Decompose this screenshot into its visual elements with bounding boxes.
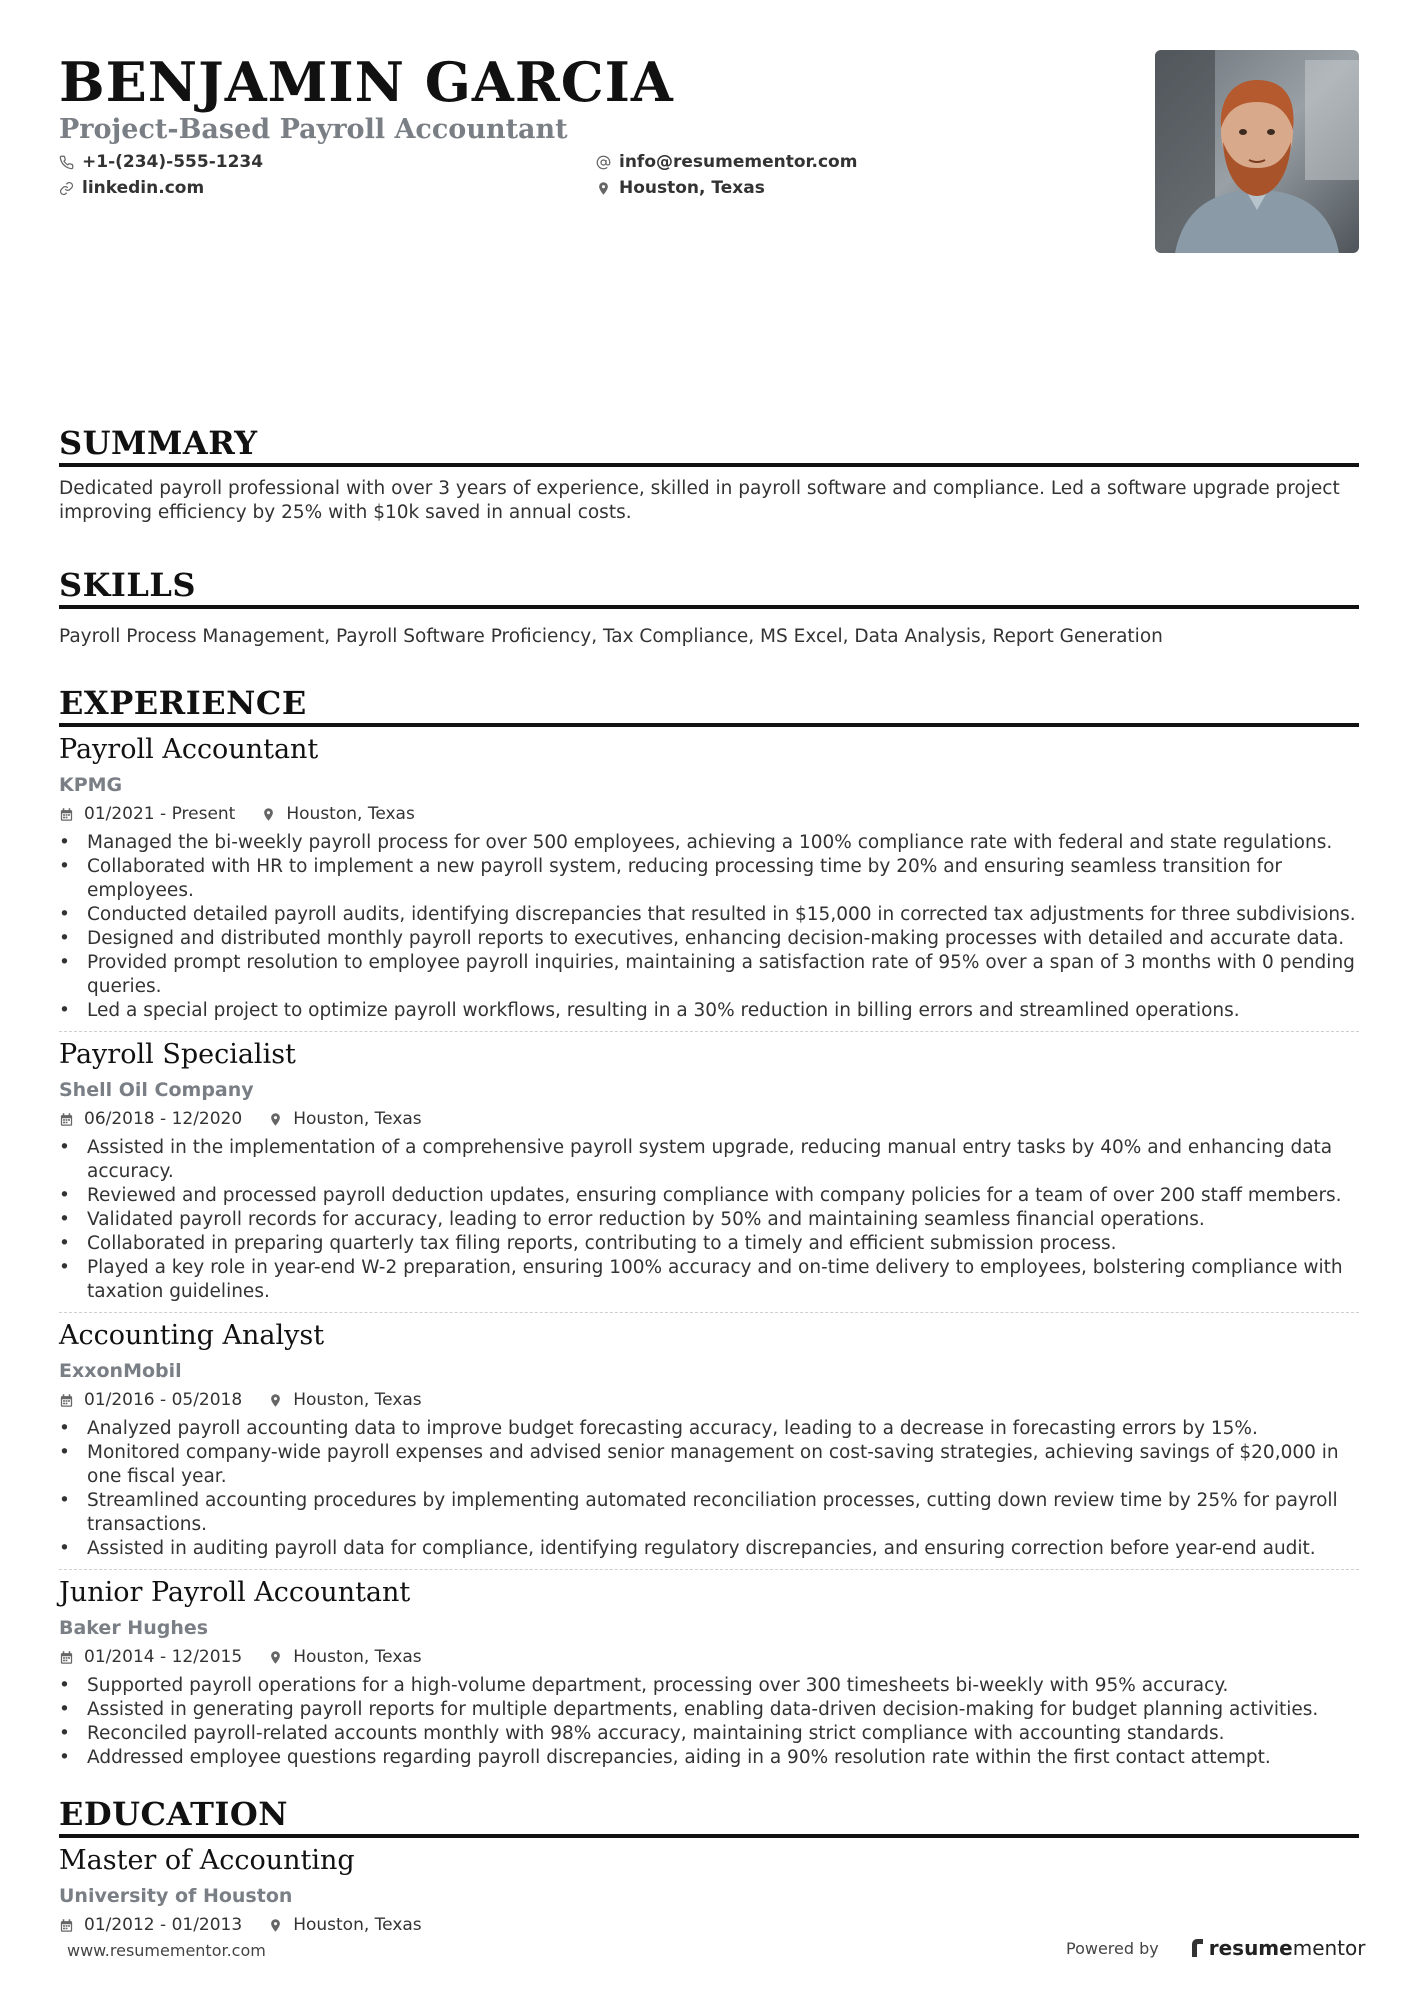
bullet-item: • Addressed employee questions regarding payroll discrepancies, aiding in a 90% resolution rate within the first contact attempt. bbox=[59, 1746, 1359, 1770]
bullet-item: • Played a key role in year-end W-2 preparation, ensuring 100% accuracy and on-time delivery to employees, bolstering compliance with taxation guidelines. bbox=[59, 1256, 1359, 1304]
brand-name-bold: resume bbox=[1208, 1936, 1293, 1960]
job-bullets bbox=[59, 1417, 1359, 1561]
bullet-item: • Provided prompt resolution to employee payroll inquiries, maintaining a satisfaction rate of 95% over a span of 3 months with 0 pending queries. bbox=[59, 951, 1359, 999]
job-meta bbox=[59, 1108, 1359, 1130]
experience-section bbox=[59, 683, 1359, 1770]
education-meta bbox=[59, 1914, 1359, 1936]
at-icon bbox=[596, 155, 611, 170]
job-company: Shell Oil Company bbox=[59, 1079, 254, 1101]
job-divider bbox=[59, 1031, 1359, 1032]
skills-heading: SKILLS bbox=[59, 565, 1359, 609]
education-heading: EDUCATION bbox=[59, 1794, 1359, 1838]
job-company: KPMG bbox=[59, 774, 123, 796]
job-dates: 01/2014 - 12/2015 bbox=[84, 1647, 243, 1667]
phone-text: +1-(234)-555-1234 bbox=[82, 152, 264, 172]
job-location: Houston, Texas bbox=[293, 1109, 422, 1129]
education-entry bbox=[59, 1844, 1359, 1936]
bullet-item: • Assisted in the implementation of a comprehensive payroll system upgrade, reducing manual entry tasks by 40% and enhancing data accuracy. bbox=[59, 1136, 1359, 1184]
calendar-icon bbox=[59, 1650, 74, 1665]
bullet-item: • Monitored company-wide payroll expenses and advised senior management on cost-saving strategies, achieving savings of $20,000 in one fiscal year. bbox=[59, 1441, 1359, 1489]
job-meta bbox=[59, 1646, 1359, 1668]
job-dates: 06/2018 - 12/2020 bbox=[84, 1109, 243, 1129]
job-bullets bbox=[59, 1136, 1359, 1304]
job-title: Accounting Analyst bbox=[59, 1320, 325, 1351]
linkedin-text: linkedin.com bbox=[82, 178, 205, 198]
map-pin-icon bbox=[261, 807, 276, 822]
calendar-icon bbox=[59, 1112, 74, 1127]
skills-text: Payroll Process Management, Payroll Software Proficiency, Tax Compliance, MS Excel, Data Analysis, Report Generation bbox=[59, 626, 1163, 647]
education-section bbox=[59, 1794, 1359, 1936]
job-entry bbox=[59, 733, 1359, 1023]
job-dates: 01/2016 - 05/2018 bbox=[84, 1390, 243, 1410]
resumementor-logo-icon bbox=[1189, 1938, 1205, 1958]
location-text: Houston, Texas bbox=[619, 178, 765, 198]
email-text: info@resumementor.com bbox=[619, 152, 858, 172]
bullet-item: • Collaborated with HR to implement a new payroll system, reducing processing time by 20% and ensuring seamless transition for employees. bbox=[59, 855, 1359, 903]
bullet-item: • Assisted in generating payroll reports for multiple departments, enabling data-driven decision-making for budget planning activities. bbox=[59, 1698, 1359, 1722]
powered-by-label: Powered by bbox=[1066, 1938, 1159, 1958]
footer-website[interactable]: www.resumementor.com bbox=[67, 1941, 266, 1960]
map-pin-icon bbox=[268, 1650, 283, 1665]
candidate-title: Project-Based Payroll Accountant bbox=[59, 114, 568, 145]
bullet-item: • Analyzed payroll accounting data to improve budget forecasting accuracy, leading to a decrease in forecasting errors by 15%. bbox=[59, 1417, 1359, 1441]
bullet-item: • Validated payroll records for accuracy, leading to error reduction by 50% and maintaining seamless financial operations. bbox=[59, 1208, 1359, 1232]
brand-name-light: mentor bbox=[1292, 1936, 1366, 1960]
job-location: Houston, Texas bbox=[293, 1390, 422, 1410]
contact-email[interactable] bbox=[596, 152, 996, 172]
education-location: Houston, Texas bbox=[293, 1915, 422, 1935]
job-entry bbox=[59, 1576, 1359, 1770]
job-company: ExxonMobil bbox=[59, 1360, 182, 1382]
map-pin-icon bbox=[268, 1112, 283, 1127]
summary-heading: SUMMARY bbox=[59, 423, 1359, 467]
job-company: Baker Hughes bbox=[59, 1617, 209, 1639]
bullet-item: • Supported payroll operations for a high-volume department, processing over 300 timesheets bi-weekly with 95% accuracy. bbox=[59, 1674, 1359, 1698]
bullet-item: • Led a special project to optimize payroll workflows, resulting in a 30% reduction in billing errors and streamlined operations. bbox=[59, 999, 1359, 1023]
job-bullets bbox=[59, 1674, 1359, 1770]
job-location: Houston, Texas bbox=[286, 804, 415, 824]
candidate-name: BENJAMIN GARCIA bbox=[59, 50, 674, 114]
education-dates: 01/2012 - 01/2013 bbox=[84, 1915, 243, 1935]
bullet-item: • Reviewed and processed payroll deduction updates, ensuring compliance with company policies for a team of over 200 staff members. bbox=[59, 1184, 1359, 1208]
bullet-item: • Assisted in auditing payroll data for compliance, identifying regulatory discrepancies, and ensuring correction before year-end audit. bbox=[59, 1537, 1359, 1561]
summary-text: Dedicated payroll professional with over 3 years of experience, skilled in payroll software and compliance. Led a software upgrade project improving efficiency by 25% with $10k saved in annual costs. bbox=[59, 478, 1340, 523]
map-pin-icon bbox=[268, 1918, 283, 1933]
bullet-item: • Streamlined accounting procedures by implementing automated reconciliation processes, cutting down review time by 25% for payroll transactions. bbox=[59, 1489, 1359, 1537]
job-entry bbox=[59, 1038, 1359, 1304]
calendar-icon bbox=[59, 1918, 74, 1933]
skills-section bbox=[59, 565, 1359, 649]
resume-page bbox=[59, 50, 1359, 1936]
job-divider bbox=[59, 1569, 1359, 1570]
job-title: Payroll Specialist bbox=[59, 1039, 296, 1070]
contact-phone[interactable] bbox=[59, 152, 596, 172]
contact-location bbox=[596, 178, 996, 198]
bullet-item: • Conducted detailed payroll audits, identifying discrepancies that resulted in $15,000 in corrected tax adjustments for three subdivisions. bbox=[59, 903, 1359, 927]
map-pin-icon bbox=[268, 1393, 283, 1408]
brand-logo[interactable] bbox=[1189, 1936, 1366, 1960]
phone-icon bbox=[59, 155, 74, 170]
job-entry bbox=[59, 1319, 1359, 1561]
bullet-item: • Designed and distributed monthly payroll reports to executives, enhancing decision-making processes with detailed and accurate data. bbox=[59, 927, 1359, 951]
link-icon bbox=[59, 181, 74, 196]
profile-photo bbox=[1155, 50, 1359, 253]
job-dates: 01/2021 - Present bbox=[84, 804, 236, 824]
experience-heading: EXPERIENCE bbox=[59, 683, 1359, 727]
calendar-icon bbox=[59, 1393, 74, 1408]
job-location: Houston, Texas bbox=[293, 1647, 422, 1667]
job-meta bbox=[59, 803, 1359, 825]
bullet-item: • Managed the bi-weekly payroll process for over 500 employees, achieving a 100% compliance rate with federal and state regulations. bbox=[59, 831, 1359, 855]
bullet-item: • Reconciled payroll-related accounts monthly with 98% accuracy, maintaining strict compliance with accounting standards. bbox=[59, 1722, 1359, 1746]
job-meta bbox=[59, 1389, 1359, 1411]
job-divider bbox=[59, 1312, 1359, 1313]
degree-title: Master of Accounting bbox=[59, 1845, 355, 1876]
job-bullets bbox=[59, 831, 1359, 1023]
calendar-icon bbox=[59, 807, 74, 822]
bullet-item: • Collaborated in preparing quarterly tax filing reports, contributing to a timely and efficient submission process. bbox=[59, 1232, 1359, 1256]
school-name: University of Houston bbox=[59, 1885, 293, 1907]
summary-section bbox=[59, 423, 1359, 525]
map-pin-icon bbox=[596, 181, 611, 196]
contact-linkedin[interactable] bbox=[59, 178, 596, 198]
job-title: Junior Payroll Accountant bbox=[59, 1577, 411, 1608]
job-title: Payroll Accountant bbox=[59, 734, 319, 765]
footer-powered bbox=[1066, 1936, 1365, 1960]
